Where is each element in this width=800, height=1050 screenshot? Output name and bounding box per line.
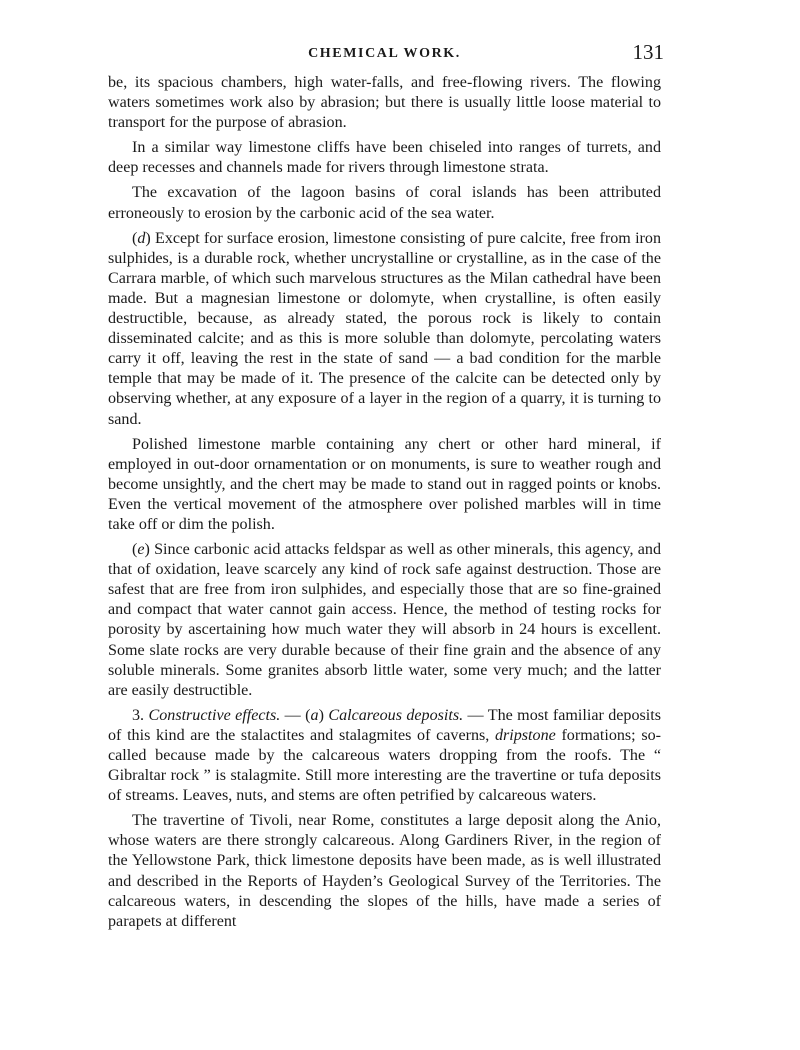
paragraph	[108, 811, 661, 932]
text-run: The excavation of the lagoon basins of coral islands has been attributed erroneously to erosion by the carbonic acid of the sea water.	[108, 184, 661, 222]
italic-text: Calcareous deposits.	[328, 706, 464, 724]
text-run: ) Since carbonic acid attacks feldspar as well as other minerals, this agency, and that of oxidation, leave scarcely any kind of rock safe against destruction. Those are safest that are free from iron sulphides, and especially those that are so fine-grained and compact that water cannot gain access. Hence, the method of testing rocks for porosity by ascertaining how much water they will absorb in 24 hours is excellent. Some slate rocks are very durable because of their fine grain and the absence of any soluble minerals. Some granites absorb little water, some very much; and the latter are easily destructible.	[108, 541, 661, 699]
paragraph	[108, 138, 661, 178]
paragraph	[108, 540, 661, 701]
text-run: Polished limestone marble containing any chert or other hard mineral, if employed in out-door ornamentation or on monuments, is sure to weather rough and become unsightly, and the chert may be made to stand out in ragged points or knobs. Even the vertical movement of the atmosphere over polished marbles will in time take off or dim the polish.	[108, 435, 661, 533]
text-run: )	[318, 706, 329, 724]
page-number: 131	[632, 40, 664, 64]
italic-text: d	[137, 229, 146, 247]
text-run: ) Except for surface erosion, limestone consisting of pure calcite, free from iron sulphides, is a durable rock, whether uncrystalline or crystalline, as in the case of the Carrara marble, of which such marvelous structures as the Milan cathedral have been made. But a magnesian limestone or dolomyte, when crystalline, is often easily destructible, because, as already stated, the porous rock is likely to contain disseminated calcite; and as this is more soluble than dolomyte, percolating waters carry it off, leaving the rest in the state of sand — a bad condition for the marble temple that may be made of it. The presence of the calcite can be detected only by observing whether, at any exposure of a layer in the region of a quarry, it is turning to sand.	[108, 229, 661, 428]
paragraph	[108, 229, 661, 430]
text-run: — (	[280, 706, 311, 724]
text-run: — The most familiar deposits of this kind are the stalactites and stalagmites of caverns,	[108, 706, 661, 744]
italic-text: e	[137, 541, 145, 559]
text-run: In a similar way limestone cliffs have been chiseled into ranges of turrets, and deep recesses and channels made for rivers through limestone strata.	[108, 139, 661, 177]
paragraph	[108, 73, 661, 133]
text-run: be, its spacious chambers, high water-falls, and free-flowing rivers. The flowing waters sometimes work also by abrasion; but there is usually little loose material to transport for the purpose of abrasion.	[108, 74, 661, 132]
text-run: The travertine of Tivoli, near Rome, constitutes a large deposit along the Anio, whose waters are there strongly calcareous. Along Gardiners River, in the region of the Yellowstone Park, thick limestone deposits have been made, as is well illustrated and described in the Reports of Hayden’s Geological Survey of the Territories. The calcareous waters, in descending the slopes of the hills, have made a series of parapets at different	[108, 812, 661, 930]
paragraph	[108, 435, 661, 535]
italic-text: a	[310, 706, 319, 724]
running-header	[108, 40, 664, 70]
text-run: 3.	[132, 706, 149, 724]
text-run: (	[132, 229, 138, 247]
italic-text: Constructive effects.	[148, 706, 281, 724]
running-title: CHEMICAL WORK.	[308, 46, 461, 61]
paragraph	[108, 706, 661, 806]
paragraph	[108, 183, 661, 223]
text-run: formations; so-called because made by the calcareous waters dropping from the roofs. The “ Gibraltar rock ” is stalagmite. Still more interesting are the travertine or tufa deposits of streams. Leaves, nuts, and stems are often petrified by calcareous waters.	[108, 726, 661, 805]
italic-text: dripstone	[494, 726, 556, 744]
body-text	[108, 73, 661, 932]
text-run: (	[132, 541, 138, 559]
